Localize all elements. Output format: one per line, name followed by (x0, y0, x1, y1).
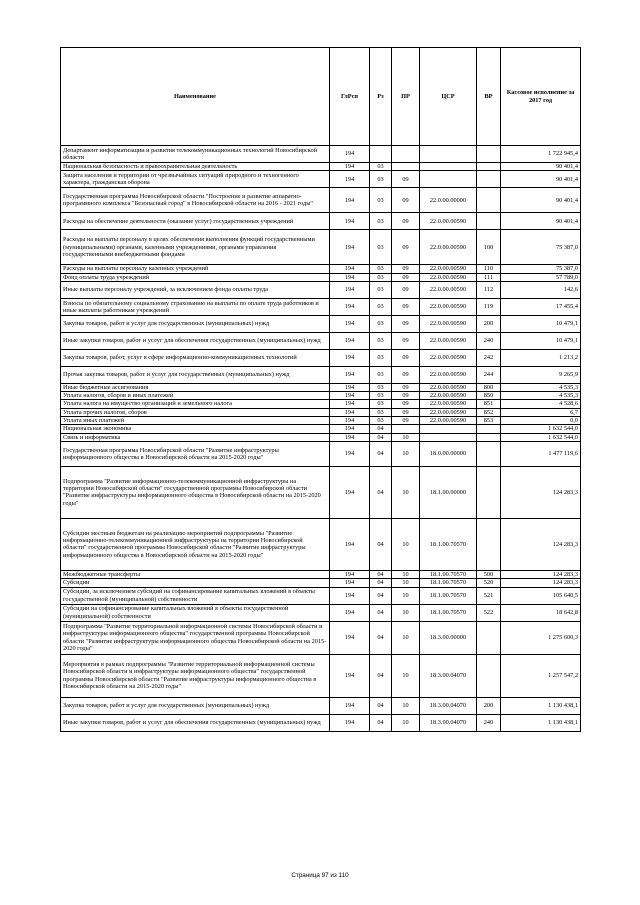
cell-name: Прочая закупка товаров, работ и услуг для государственных (муниципальных) нужд (61, 366, 330, 383)
cell-rz: 03 (370, 281, 392, 298)
table-row (61, 332, 581, 349)
table-row (61, 188, 581, 213)
cell-amount: 10 479,1 (501, 315, 581, 332)
cell-csr: 22.0.00.00590 (420, 273, 477, 281)
cell-rz: 03 (370, 366, 392, 383)
cell-pr: 09 (392, 273, 420, 281)
cell-csr: 22.0.00.00590 (420, 408, 477, 416)
cell-amount: 90 401,4 (501, 163, 581, 171)
cell-amount: 6,7 (501, 408, 581, 416)
cell-name: Уплата прочих налогов, сборов (61, 408, 330, 416)
table-body (61, 146, 581, 732)
cell-amount: 1 477 119,6 (501, 441, 581, 466)
table-row (61, 621, 581, 654)
cell-pr: 10 (392, 570, 420, 578)
cell-name: Иные закупки товаров, работ и услуг для обеспечения государственных (муниципальных) нужд (61, 714, 330, 731)
cell-amount: 10 479,1 (501, 332, 581, 349)
cell-name: Субсидии местным бюджетам на реализацию мероприятий подпрограммы "Развитие информационно-телекоммуникационной инфраструктуры на территории Новосибирской области" государственной программы Новосибирской области "Развитие инфраструктуры информационного общества в Новосибирской области на 2015-2020 годы" (61, 518, 330, 570)
cell-pr: 10 (392, 621, 420, 654)
budget-table (60, 47, 581, 732)
cell-grs: 194 (330, 604, 370, 621)
cell-amount: 1 130 438,1 (501, 697, 581, 714)
cell-grs: 194 (330, 400, 370, 408)
cell-name: Иные выплаты персоналу учреждений, за исключением фонда оплаты труда (61, 281, 330, 298)
cell-vr: 850 (477, 392, 501, 400)
cell-rz: 03 (370, 383, 392, 391)
cell-csr: 18.1.00.00000 (420, 466, 477, 518)
cell-pr: 09 (392, 230, 420, 265)
table-row (61, 392, 581, 400)
cell-amount: 1 632 544,0 (501, 425, 581, 433)
cell-pr: 09 (392, 265, 420, 273)
cell-vr (477, 621, 501, 654)
table-row (61, 315, 581, 332)
table-row (61, 281, 581, 298)
cell-pr: 09 (392, 315, 420, 332)
header-name: Наименование (61, 48, 330, 146)
cell-grs: 194 (330, 366, 370, 383)
header-grs: ГлРсп (330, 48, 370, 146)
cell-rz: 03 (370, 188, 392, 213)
table-row (61, 265, 581, 273)
cell-rz: 03 (370, 349, 392, 366)
cell-csr: 18.3.00.04070 (420, 654, 477, 697)
cell-grs: 194 (330, 579, 370, 587)
cell-amount: 1 257 547,2 (501, 654, 581, 697)
cell-csr (420, 433, 477, 441)
cell-rz: 04 (370, 714, 392, 731)
cell-amount: 90 401,4 (501, 171, 581, 188)
cell-csr: 22.0.00.00590 (420, 265, 477, 273)
cell-grs: 194 (330, 213, 370, 230)
cell-name: Субсидии (61, 579, 330, 587)
cell-vr (477, 213, 501, 230)
cell-amount: 4 528,6 (501, 400, 581, 408)
cell-csr: 22.0.00.00590 (420, 281, 477, 298)
cell-name: Мероприятия в рамках подпрограммы "Развитие территориальной информационной системы Новосибирской области и инфраструктуры информационного общества" государственной программы Новосибирской области "Развитие инфраструктуры информационного общества в Новосибирской области на 2015-2020 годы" (61, 654, 330, 697)
header-pr: ПР (392, 48, 420, 146)
cell-name: Субсидии на софинансирование капитальных вложений в объекты государственной (муниципальной) собственности (61, 604, 330, 621)
cell-rz: 04 (370, 570, 392, 578)
cell-pr (392, 146, 420, 163)
cell-rz (370, 146, 392, 163)
cell-csr (420, 163, 477, 171)
cell-name: Закупка товаров, работ, услуг в сфере информационно-коммуникационных технологий (61, 349, 330, 366)
cell-pr: 09 (392, 349, 420, 366)
cell-grs: 194 (330, 349, 370, 366)
cell-vr: 112 (477, 281, 501, 298)
cell-amount: 1 722 945,4 (501, 146, 581, 163)
cell-grs: 194 (330, 570, 370, 578)
cell-csr: 22.0.00.00590 (420, 315, 477, 332)
table-row (61, 697, 581, 714)
cell-csr (420, 146, 477, 163)
cell-rz: 03 (370, 315, 392, 332)
cell-amount: 90 401,4 (501, 188, 581, 213)
cell-name: Субсидии, за исключением субсидий на софинансирование капитальных вложений в объекты государственной (муниципальной) собственности (61, 587, 330, 604)
table-row (61, 441, 581, 466)
cell-grs: 194 (330, 281, 370, 298)
cell-pr (392, 425, 420, 433)
cell-vr: 240 (477, 332, 501, 349)
cell-csr (420, 171, 477, 188)
cell-grs: 194 (330, 518, 370, 570)
table-row (61, 171, 581, 188)
cell-pr: 09 (392, 392, 420, 400)
cell-vr: 244 (477, 366, 501, 383)
cell-grs: 194 (330, 425, 370, 433)
cell-rz: 04 (370, 587, 392, 604)
cell-rz: 03 (370, 400, 392, 408)
cell-rz: 03 (370, 265, 392, 273)
cell-vr (477, 163, 501, 171)
table-row (61, 349, 581, 366)
cell-rz: 03 (370, 163, 392, 171)
cell-vr (477, 146, 501, 163)
cell-rz: 03 (370, 392, 392, 400)
cell-vr: 521 (477, 587, 501, 604)
cell-csr: 22.0.00.00590 (420, 332, 477, 349)
cell-vr (477, 441, 501, 466)
cell-name: Национальная безопасность и правоохранительная деятельность (61, 163, 330, 171)
table-row (61, 383, 581, 391)
cell-csr: 22.0.00.00590 (420, 298, 477, 315)
cell-csr: 22.0.00.00590 (420, 366, 477, 383)
cell-amount: 124 283,3 (501, 466, 581, 518)
cell-csr: 22.0.00.00590 (420, 230, 477, 265)
cell-pr: 10 (392, 466, 420, 518)
cell-vr: 111 (477, 273, 501, 281)
cell-vr (477, 188, 501, 213)
table-row (61, 230, 581, 265)
cell-rz: 04 (370, 579, 392, 587)
cell-pr: 09 (392, 408, 420, 416)
header-amount: Кассовое исполнение за 2017 год (501, 48, 581, 146)
cell-csr: 22.0.00.00590 (420, 417, 477, 425)
table-row (61, 570, 581, 578)
cell-pr: 10 (392, 587, 420, 604)
cell-amount: 124 283,3 (501, 518, 581, 570)
table-row (61, 579, 581, 587)
cell-grs: 194 (330, 188, 370, 213)
header-rz: Рз (370, 48, 392, 146)
cell-amount: 57 789,0 (501, 273, 581, 281)
cell-rz: 03 (370, 298, 392, 315)
cell-rz: 03 (370, 332, 392, 349)
cell-name: Уплата налога на имущество организаций и земельного налога (61, 400, 330, 408)
cell-name: Государственная программа Новосибирской области "Построение и развитие аппаратно-программного комплекса "Безопасный город" в Новосибирской области на 2016 - 2021 годы" (61, 188, 330, 213)
cell-pr: 10 (392, 433, 420, 441)
cell-pr: 10 (392, 697, 420, 714)
table-row (61, 518, 581, 570)
cell-rz: 04 (370, 697, 392, 714)
cell-grs: 194 (330, 332, 370, 349)
cell-grs: 194 (330, 466, 370, 518)
cell-name: Фонд оплаты труда учреждений (61, 273, 330, 281)
cell-vr: 853 (477, 417, 501, 425)
cell-grs: 194 (330, 315, 370, 332)
cell-amount: 142,6 (501, 281, 581, 298)
cell-name: Защита населения и территории от чрезвычайных ситуаций природного и техногенного характера, гражданская оборона (61, 171, 330, 188)
cell-name: Расходы на выплаты персоналу казенных учреждений (61, 265, 330, 273)
cell-grs: 194 (330, 146, 370, 163)
cell-name: Расходы на выплаты персоналу в целях обеспечения выполнения функций государственными (муниципальными) органами, казенными учреждениями, органами управления государственными внебюджетными фондами (61, 230, 330, 265)
cell-vr (477, 425, 501, 433)
cell-pr: 10 (392, 579, 420, 587)
cell-amount: 124 283,3 (501, 570, 581, 578)
cell-rz: 04 (370, 518, 392, 570)
cell-amount: 0,0 (501, 417, 581, 425)
cell-name: Связь и информатика (61, 433, 330, 441)
cell-rz: 04 (370, 466, 392, 518)
table-row (61, 714, 581, 731)
cell-csr (420, 425, 477, 433)
cell-amount: 17 455,4 (501, 298, 581, 315)
table-row (61, 366, 581, 383)
cell-name: Закупка товаров, работ и услуг для государственных (муниципальных) нужд (61, 315, 330, 332)
table-row (61, 163, 581, 171)
cell-pr: 09 (392, 188, 420, 213)
cell-amount: 75 387,0 (501, 265, 581, 273)
cell-vr (477, 518, 501, 570)
cell-pr: 09 (392, 417, 420, 425)
cell-csr: 18.1.00.70570 (420, 518, 477, 570)
cell-rz: 04 (370, 425, 392, 433)
table-row (61, 213, 581, 230)
cell-amount: 4 535,3 (501, 383, 581, 391)
cell-grs: 194 (330, 654, 370, 697)
cell-pr: 09 (392, 298, 420, 315)
cell-grs: 194 (330, 587, 370, 604)
cell-grs: 194 (330, 714, 370, 731)
cell-amount: 90 401,4 (501, 213, 581, 230)
cell-grs: 194 (330, 697, 370, 714)
cell-grs: 194 (330, 408, 370, 416)
cell-pr: 09 (392, 332, 420, 349)
cell-pr: 09 (392, 383, 420, 391)
cell-csr: 22.0.00.00590 (420, 349, 477, 366)
cell-csr: 22.0.00.00590 (420, 383, 477, 391)
cell-name: Государственная программа Новосибирской области "Развитие инфраструктуры информационного общества в Новосибирской области на 2015-2020 годы" (61, 441, 330, 466)
cell-csr: 18.1.00.70570 (420, 587, 477, 604)
cell-vr: 242 (477, 349, 501, 366)
table-row (61, 298, 581, 315)
cell-rz: 04 (370, 654, 392, 697)
cell-grs: 194 (330, 298, 370, 315)
cell-name: Иные бюджетные ассигнования (61, 383, 330, 391)
cell-amount: 9 265,9 (501, 366, 581, 383)
cell-pr: 10 (392, 654, 420, 697)
cell-rz: 03 (370, 213, 392, 230)
cell-csr: 18.0.00.00000 (420, 441, 477, 466)
cell-rz: 04 (370, 604, 392, 621)
cell-vr: 110 (477, 265, 501, 273)
cell-name: Расходы на обеспечение деятельности (оказание услуг) государственных учреждений (61, 213, 330, 230)
cell-pr: 09 (392, 171, 420, 188)
table-row (61, 146, 581, 163)
cell-vr (477, 654, 501, 697)
cell-name: Подпрограмма "Развитие территориальной информационной системы Новосибирской области и инфраструктуры информационного общества" государственной программы Новосибирской области "Развитие инфраструктуры информационного общества Новосибирской области на 2015-2020 годы" (61, 621, 330, 654)
table-row (61, 425, 581, 433)
cell-grs: 194 (330, 433, 370, 441)
cell-amount: 1 632 544,0 (501, 433, 581, 441)
cell-rz: 04 (370, 441, 392, 466)
cell-csr: 22.0.00.00590 (420, 213, 477, 230)
cell-name: Уплата налогов, сборов и иных платежей (61, 392, 330, 400)
cell-grs: 194 (330, 392, 370, 400)
header-row (61, 48, 581, 146)
cell-name: Взносы по обязательному социальному страхованию на выплаты по оплате труда работников и иные выплаты работникам учреждений (61, 298, 330, 315)
cell-vr (477, 171, 501, 188)
cell-amount: 124 283,3 (501, 579, 581, 587)
cell-csr: 18.1.00.70570 (420, 579, 477, 587)
cell-csr: 18.1.00.70570 (420, 570, 477, 578)
cell-vr: 522 (477, 604, 501, 621)
cell-vr: 200 (477, 697, 501, 714)
cell-amount: 1 213,2 (501, 349, 581, 366)
cell-pr: 09 (392, 400, 420, 408)
header-vr: ВР (477, 48, 501, 146)
table-row (61, 654, 581, 697)
table-row (61, 408, 581, 416)
cell-rz: 04 (370, 433, 392, 441)
cell-rz: 03 (370, 171, 392, 188)
cell-vr: 851 (477, 400, 501, 408)
cell-rz: 03 (370, 417, 392, 425)
cell-csr: 18.3.00.00000 (420, 621, 477, 654)
cell-vr: 200 (477, 315, 501, 332)
cell-pr: 10 (392, 518, 420, 570)
cell-grs: 194 (330, 230, 370, 265)
cell-rz: 04 (370, 621, 392, 654)
cell-amount: 4 535,3 (501, 392, 581, 400)
table-row (61, 273, 581, 281)
table-row (61, 417, 581, 425)
cell-vr (477, 466, 501, 518)
cell-grs: 194 (330, 163, 370, 171)
cell-vr: 500 (477, 570, 501, 578)
header-csr: ЦСР (420, 48, 477, 146)
cell-grs: 194 (330, 265, 370, 273)
table-row (61, 604, 581, 621)
cell-amount: 1 130 438,1 (501, 714, 581, 731)
cell-grs: 194 (330, 621, 370, 654)
table-row (61, 433, 581, 441)
cell-pr (392, 163, 420, 171)
cell-name: Национальная экономика (61, 425, 330, 433)
cell-rz: 03 (370, 273, 392, 281)
cell-rz: 03 (370, 408, 392, 416)
page-number: Страница 97 из 110 (291, 872, 349, 879)
cell-grs: 194 (330, 383, 370, 391)
cell-rz: 03 (370, 230, 392, 265)
cell-amount: 105 640,5 (501, 587, 581, 604)
cell-vr: 520 (477, 579, 501, 587)
cell-pr: 09 (392, 366, 420, 383)
cell-csr: 22.0.00.00000 (420, 188, 477, 213)
cell-pr: 09 (392, 281, 420, 298)
cell-amount: 75 387,0 (501, 230, 581, 265)
cell-name: Департамент информатизации и развития телекоммуникационных технологий Новосибирской области (61, 146, 330, 163)
cell-vr: 119 (477, 298, 501, 315)
table-row (61, 466, 581, 518)
cell-grs: 194 (330, 417, 370, 425)
cell-vr: 852 (477, 408, 501, 416)
cell-name: Подпрограмма "Развитие информационно-телекоммуникационной инфраструктуры на территории Новосибирской области" государственной программы Новосибирской области "Развитие инфраструктуры информационного общества в Новосибирской области на 2015-2020 годы" (61, 466, 330, 518)
cell-pr: 10 (392, 714, 420, 731)
cell-name: Иные закупки товаров, работ и услуг для обеспечения государственных (муниципальных) нужд (61, 332, 330, 349)
cell-grs: 194 (330, 441, 370, 466)
cell-csr: 22.0.00.00590 (420, 392, 477, 400)
cell-vr: 240 (477, 714, 501, 731)
cell-name: Межбюджетные трансферты (61, 570, 330, 578)
cell-vr: 100 (477, 230, 501, 265)
cell-csr: 18.3.00.04070 (420, 714, 477, 731)
table-row (61, 587, 581, 604)
cell-amount: 18 642,8 (501, 604, 581, 621)
cell-vr: 800 (477, 383, 501, 391)
cell-grs: 194 (330, 171, 370, 188)
table-row (61, 400, 581, 408)
cell-grs: 194 (330, 273, 370, 281)
cell-csr: 18.3.00.04070 (420, 697, 477, 714)
cell-name: Закупка товаров, работ и услуг для государственных (муниципальных) нужд (61, 697, 330, 714)
cell-csr: 22.0.00.00590 (420, 400, 477, 408)
cell-pr: 10 (392, 604, 420, 621)
cell-pr: 09 (392, 213, 420, 230)
cell-csr: 18.1.00.70570 (420, 604, 477, 621)
cell-name: Уплата иных платежей (61, 417, 330, 425)
cell-pr: 10 (392, 441, 420, 466)
cell-vr (477, 433, 501, 441)
cell-amount: 1 275 600,3 (501, 621, 581, 654)
